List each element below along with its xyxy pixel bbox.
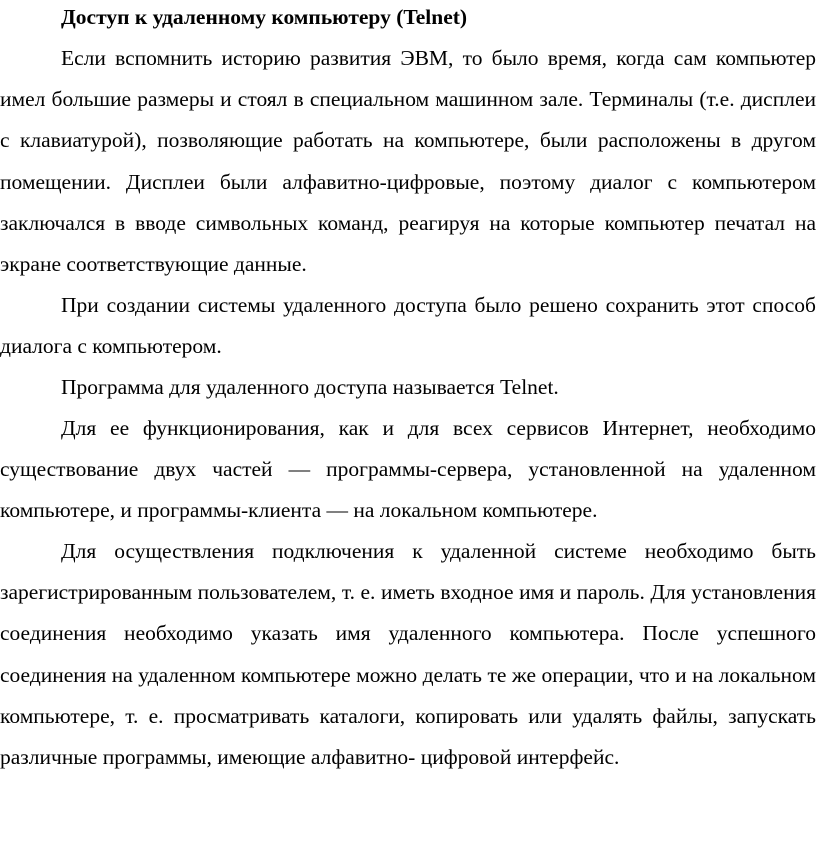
paragraph-remote-access: При создании системы удаленного доступа было решено сохранить этот способ диалога с компьютером. xyxy=(0,293,816,359)
paragraph-telnet-name: Программа для удаленного доступа называется Telnet. xyxy=(61,375,559,399)
paragraph-connection: Для осуществления подключения к удаленной системе необходимо быть зарегистрированным пользователем, т. е. иметь входное имя и пароль. Для установления соединения необходимо указать имя удаленного компьютера. После успешного соединения на удаленном компьютере можно делать те же операции, что и на локальном компьютере, т. е. просматривать каталоги, копировать или удалять файлы, запускать различные программы, имеющие алфавитно- цифровой интерфейс. xyxy=(0,539,816,770)
document-title: Доступ к удаленному компьютеру (Telnet) xyxy=(61,5,468,29)
paragraph-history: Если вспомнить историю развития ЭВМ, то было время, когда сам компьютер имел большие размеры и стоял в специальном машинном зале. Терминалы (т.е. дисплеи с клавиатурой), позволяющие работать на компьютере, были расположены в другом помещении. Дисплеи были алфавитно-цифровые, поэтому диалог с компьютером заключался в вводе символьных команд, реагируя на которые компьютер печатал на экране соответствующие данные. xyxy=(0,46,816,277)
paragraph-client-server: Для ее функционирования, как и для всех сервисов Интернет, необходимо существование двух частей — программы-сервера, установленной на удаленном компьютере, и программы-клиента — на локальном компьютере. xyxy=(0,416,816,523)
